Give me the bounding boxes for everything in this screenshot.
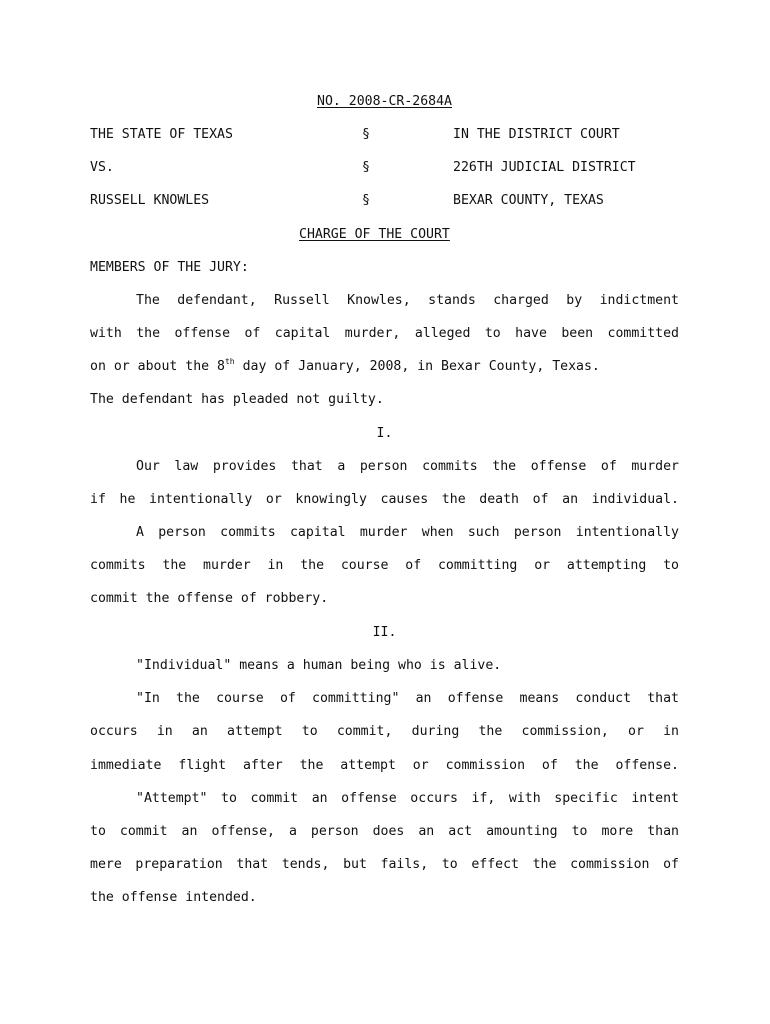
section-ii-p3-line-2: to commit an offense, a person does an act amounting to more than — [90, 824, 679, 839]
case-number: NO. 2008-CR-2684A — [317, 94, 452, 109]
section-ii-p3-line-4: the offense intended. — [90, 890, 257, 905]
section-ii-p3-line-3: mere preparation that tends, but fails, to effect the commission of — [90, 857, 679, 872]
caption-county: BEXAR COUNTY, TEXAS — [453, 193, 604, 208]
section-i-p2-line-2: commits the murder in the course of committing or attempting to — [90, 558, 679, 573]
caption-district: 226TH JUDICIAL DISTRICT — [453, 160, 636, 175]
salutation: MEMBERS OF THE JURY: — [90, 260, 249, 275]
caption-party-plaintiff: THE STATE OF TEXAS — [90, 127, 233, 142]
section-ii-p1-line-1: "Individual" means a human being who is alive. — [136, 658, 502, 673]
section-i-p1-line-1: Our law provides that a person commits the offense of murder — [136, 459, 679, 474]
section-heading-i: I. — [376, 426, 393, 441]
section-symbol: § — [362, 127, 370, 142]
section-i-p2-line-1: A person commits capital murder when such person intentionally — [136, 525, 679, 540]
caption-court: IN THE DISTRICT COURT — [453, 127, 620, 142]
intro-line-4: The defendant has pleaded not guilty. — [90, 392, 384, 407]
intro-line-2: with the offense of capital murder, alleged to have been committed — [90, 326, 679, 341]
section-ii-p2-line-1: "In the course of committing" an offense means conduct that — [136, 691, 679, 706]
section-i-p2-line-3: commit the offense of robbery. — [90, 591, 329, 606]
section-ii-p2-line-2: occurs in an attempt to commit, during the commission, or in — [90, 724, 679, 739]
document-title: CHARGE OF THE COURT — [299, 227, 450, 242]
intro-line-1: The defendant, Russell Knowles, stands charged by indictment — [136, 293, 679, 308]
intro-line-3: on or about the 8th day of January, 2008, in Bexar County, Texas. — [90, 357, 600, 374]
caption-party-defendant: RUSSELL KNOWLES — [90, 193, 210, 208]
ordinal-suffix: th — [224, 357, 235, 366]
section-heading-ii: II. — [372, 625, 397, 640]
caption-versus: VS. — [90, 160, 114, 175]
section-symbol: § — [362, 160, 370, 175]
section-symbol: § — [362, 193, 370, 208]
section-ii-p3-line-1: "Attempt" to commit an offense occurs if, with specific intent — [136, 791, 679, 806]
section-ii-p2-line-3: immediate flight after the attempt or commission of the offense. — [90, 758, 679, 773]
section-i-p1-line-2: if he intentionally or knowingly causes the death of an individual. — [90, 492, 679, 507]
